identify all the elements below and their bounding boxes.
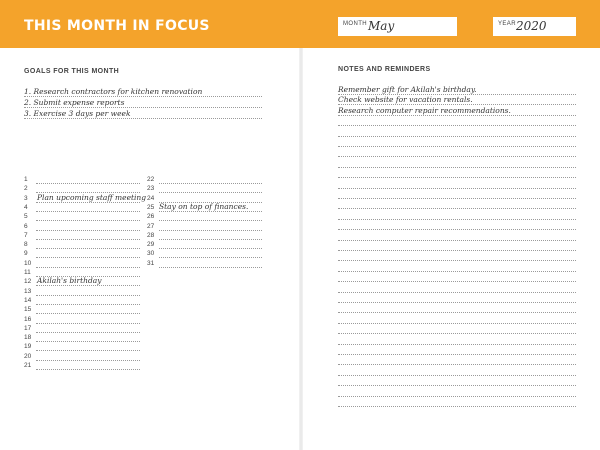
note-line[interactable] [338, 146, 576, 147]
day-line[interactable] [36, 183, 140, 184]
day-line[interactable] [36, 295, 140, 296]
day-line[interactable] [36, 202, 140, 203]
day-line[interactable] [159, 257, 262, 258]
note-line[interactable] [338, 260, 576, 261]
day-entry: Plan upcoming staff meeting [37, 192, 147, 202]
goal-line[interactable] [24, 107, 262, 108]
notes-heading: NOTES AND REMINDERS [338, 66, 431, 73]
note-line[interactable] [338, 156, 576, 157]
goal-item: 2. Submit expense reports [24, 98, 125, 107]
note-line[interactable] [338, 292, 576, 293]
note-line[interactable] [338, 323, 576, 324]
day-line[interactable] [36, 230, 140, 231]
goal-item: 1. Research contractors for kitchen renovation [24, 87, 203, 96]
note-item: Research computer repair recommendations. [338, 105, 511, 115]
goal-line[interactable] [24, 96, 262, 97]
note-line[interactable] [338, 240, 576, 241]
page-title: THIS MONTH IN FOCUS [24, 18, 210, 34]
day-line[interactable] [36, 220, 140, 221]
note-line[interactable] [338, 333, 576, 334]
note-line[interactable] [338, 229, 576, 230]
day-number: 29 [147, 241, 155, 249]
day-number: 7 [24, 231, 28, 239]
day-number: 5 [24, 213, 28, 221]
note-line[interactable] [338, 177, 576, 178]
day-line[interactable] [36, 304, 140, 305]
day-line[interactable] [36, 369, 140, 370]
day-line[interactable] [159, 230, 262, 231]
day-number: 26 [147, 213, 155, 221]
day-number: 24 [147, 194, 155, 202]
note-line[interactable] [338, 188, 576, 189]
day-line[interactable] [159, 248, 262, 249]
goals-heading: GOALS FOR THIS MONTH [24, 68, 120, 75]
note-line[interactable] [338, 250, 576, 251]
note-line[interactable] [338, 167, 576, 168]
day-line[interactable] [36, 285, 140, 286]
day-entry: Stay on top of finances. [159, 201, 249, 211]
day-number: 6 [24, 222, 28, 230]
day-line[interactable] [36, 313, 140, 314]
day-line[interactable] [36, 360, 140, 361]
day-number: 11 [24, 269, 31, 276]
day-number: 22 [147, 176, 155, 183]
day-number: 4 [24, 203, 28, 211]
goal-item: 3. Exercise 3 days per week [24, 109, 131, 118]
day-line[interactable] [36, 332, 140, 333]
day-line[interactable] [159, 183, 262, 184]
day-number: 31 [147, 259, 155, 267]
day-number: 13 [24, 287, 32, 295]
note-line[interactable] [338, 375, 576, 376]
note-line[interactable] [338, 115, 576, 116]
note-line[interactable] [338, 219, 576, 220]
note-line[interactable] [338, 198, 576, 199]
month-value: May [368, 19, 395, 33]
day-line[interactable] [36, 341, 140, 342]
note-line[interactable] [338, 125, 576, 126]
day-number: 9 [24, 250, 28, 258]
day-line[interactable] [159, 192, 262, 193]
month-field[interactable] [338, 17, 457, 36]
day-number: 12 [24, 278, 32, 286]
day-line[interactable] [159, 220, 262, 221]
day-entry: Akilah's birthday [37, 276, 102, 286]
note-line[interactable] [338, 344, 576, 345]
page-gutter [299, 48, 303, 450]
day-number: 10 [24, 259, 32, 267]
note-line[interactable] [338, 385, 576, 386]
day-line[interactable] [36, 257, 140, 258]
month-label: MONTH [343, 21, 367, 27]
day-number: 17 [24, 324, 32, 332]
day-number: 1 [24, 176, 28, 183]
day-number: 25 [147, 203, 155, 211]
day-line[interactable] [159, 239, 262, 240]
note-item: Remember gift for Akilah's birthday. [338, 85, 477, 94]
note-line[interactable] [338, 281, 576, 282]
note-line[interactable] [338, 312, 576, 313]
day-line[interactable] [159, 211, 262, 212]
day-line[interactable] [159, 267, 262, 268]
note-line[interactable] [338, 271, 576, 272]
year-value: 2020 [516, 19, 547, 33]
day-line[interactable] [36, 350, 140, 351]
day-number: 15 [24, 306, 32, 314]
day-number: 2 [24, 185, 28, 193]
day-number: 30 [147, 250, 155, 258]
note-line[interactable] [338, 302, 576, 303]
day-line[interactable] [36, 211, 140, 212]
day-line[interactable] [36, 239, 140, 240]
note-line[interactable] [338, 136, 576, 137]
day-number: 23 [147, 185, 155, 193]
day-number: 14 [24, 296, 32, 304]
day-line[interactable] [36, 323, 140, 324]
note-line[interactable] [338, 354, 576, 355]
note-item: Check website for vacation rentals. [338, 95, 473, 105]
day-number: 18 [24, 334, 32, 342]
note-line[interactable] [338, 208, 576, 209]
header-bar [0, 0, 600, 48]
note-line[interactable] [338, 364, 576, 365]
year-field[interactable] [493, 17, 576, 36]
day-number: 8 [24, 241, 28, 249]
year-label: YEAR [498, 21, 516, 27]
note-line[interactable] [338, 396, 576, 397]
day-number: 16 [24, 315, 32, 323]
day-number: 28 [147, 231, 155, 239]
goal-line[interactable] [24, 118, 262, 119]
day-number: 20 [24, 352, 32, 360]
day-line[interactable] [36, 267, 140, 268]
day-line[interactable] [36, 248, 140, 249]
day-number: 19 [24, 343, 32, 351]
note-line[interactable] [338, 406, 576, 407]
day-number: 3 [24, 194, 28, 202]
day-number: 27 [147, 222, 155, 230]
day-number: 21 [24, 362, 32, 369]
